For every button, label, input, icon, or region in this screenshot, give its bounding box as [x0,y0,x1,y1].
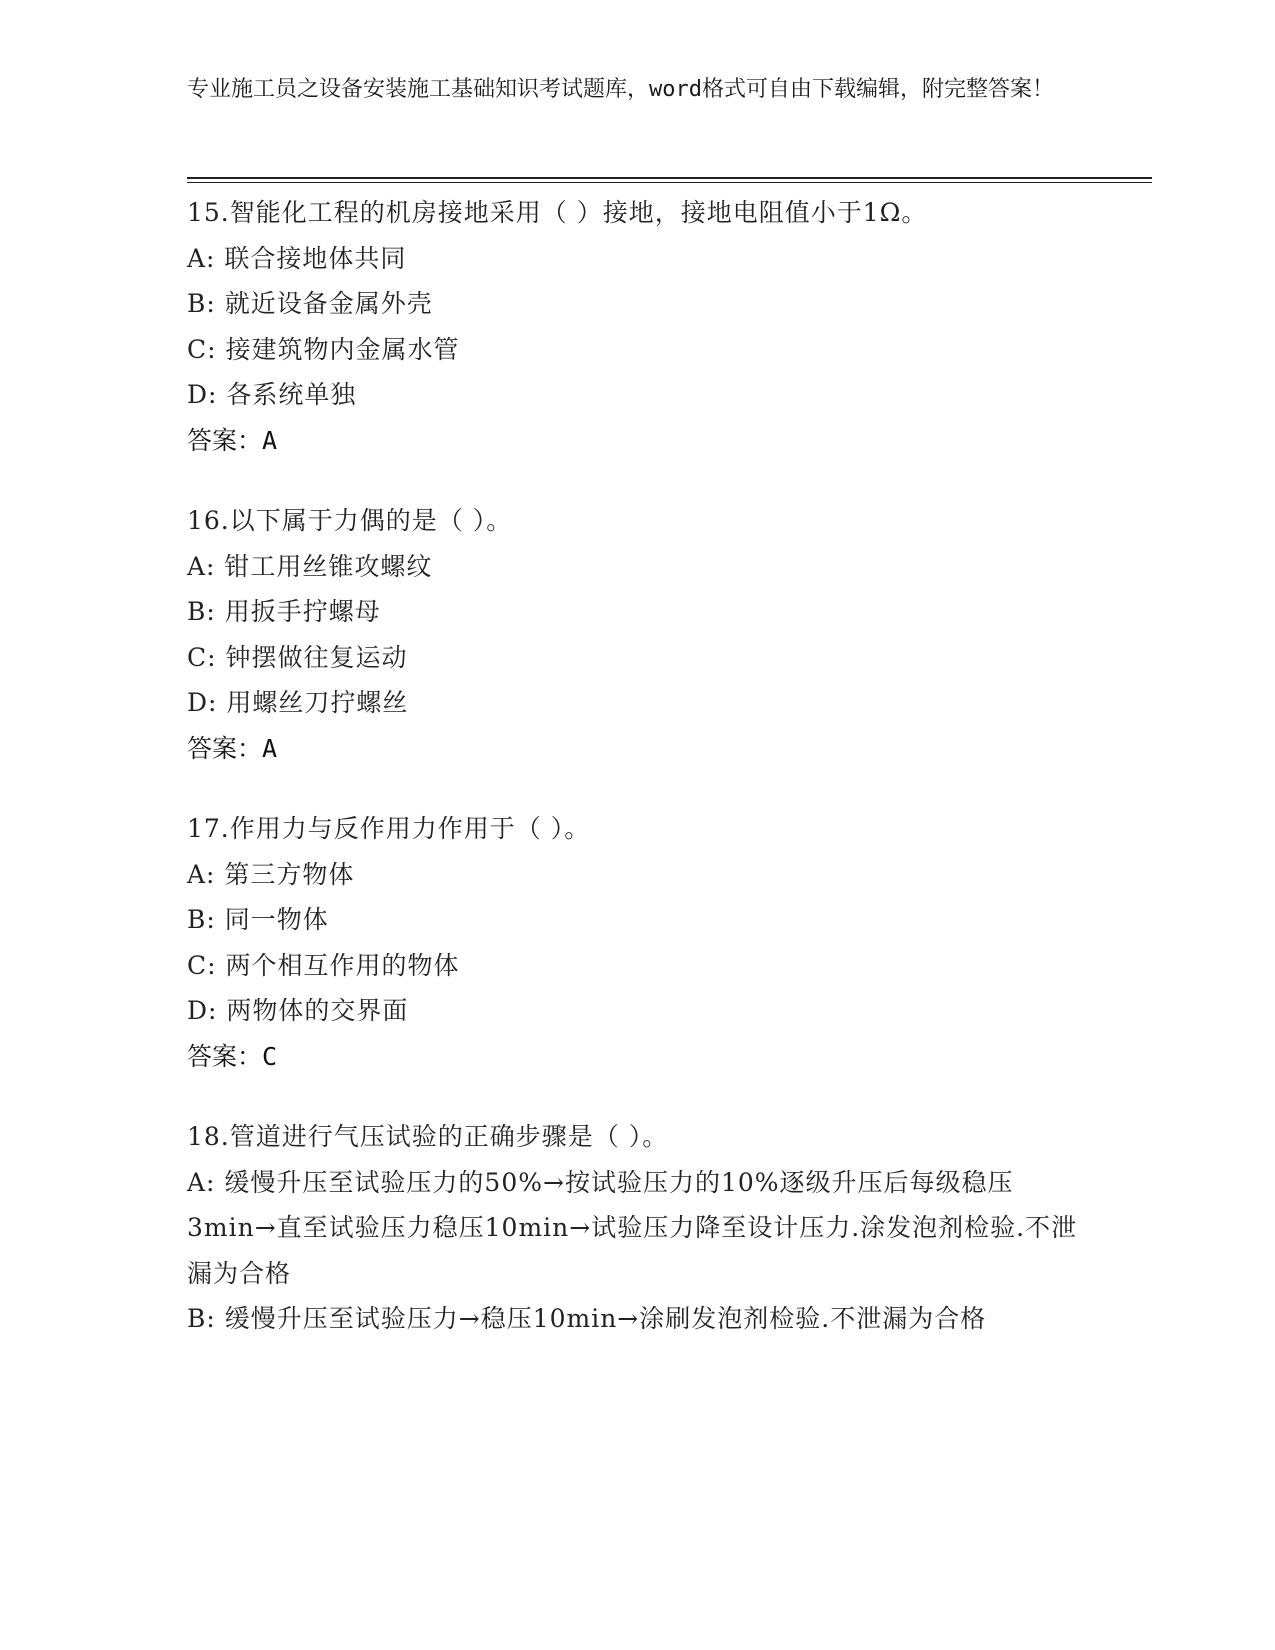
option-d: D: 两物体的交界面 [187,996,409,1025]
option-d: D: 各系统单独 [187,380,357,409]
question-17 [187,806,1087,1079]
question-list [187,190,1087,1377]
option-c: C: 接建筑物内金属水管 [187,334,460,364]
question-16 [187,498,1087,771]
option-b: B: 用扳手拧螺母 [187,597,381,626]
answer: 答案：A [187,425,278,455]
header-divider-thick [187,177,1152,179]
question-text: 15.智能化工程的机房接地采用（ ）接地，接地电阻值小于1Ω。 [187,198,928,227]
option-a: A: 缓慢升压至试验压力的50%→按试验压力的10%逐级升压后每级稳压3min→直至试验压力稳压10min→试验压力降至设计压力.涂发泡剂检验.不泄漏为合格 [187,1167,1078,1288]
option-a: A: 第三方物体 [187,859,355,889]
option-b: B: 缓慢升压至试验压力→稳压10min→涂刷发泡剂检验.不泄漏为合格 [187,1304,987,1333]
question-15 [187,190,1087,463]
option-d: D: 用螺丝刀拧螺丝 [187,688,409,717]
option-a: A: 钳工用丝锥攻螺纹 [187,551,433,581]
option-a: A: 联合接地体共同 [187,243,407,273]
answer: 答案：A [187,733,278,763]
document-header: 专业施工员之设备安装施工基础知识考试题库，word格式可自由下载编辑，附完整答案！ [187,77,1054,102]
header-divider-thin [187,182,1152,183]
option-c: C: 钟摆做往复运动 [187,642,408,672]
option-b: B: 同一物体 [187,905,329,934]
option-c: C: 两个相互作用的物体 [187,950,460,980]
answer: 答案：C [187,1041,278,1071]
question-text: 16.以下属于力偶的是（ ）。 [187,506,513,535]
option-b: B: 就近设备金属外壳 [187,289,433,318]
question-text: 17.作用力与反作用力作用于（ ）。 [187,814,591,843]
question-18 [187,1114,1087,1342]
question-text: 18.管道进行气压试验的正确步骤是（ ）。 [187,1122,669,1151]
